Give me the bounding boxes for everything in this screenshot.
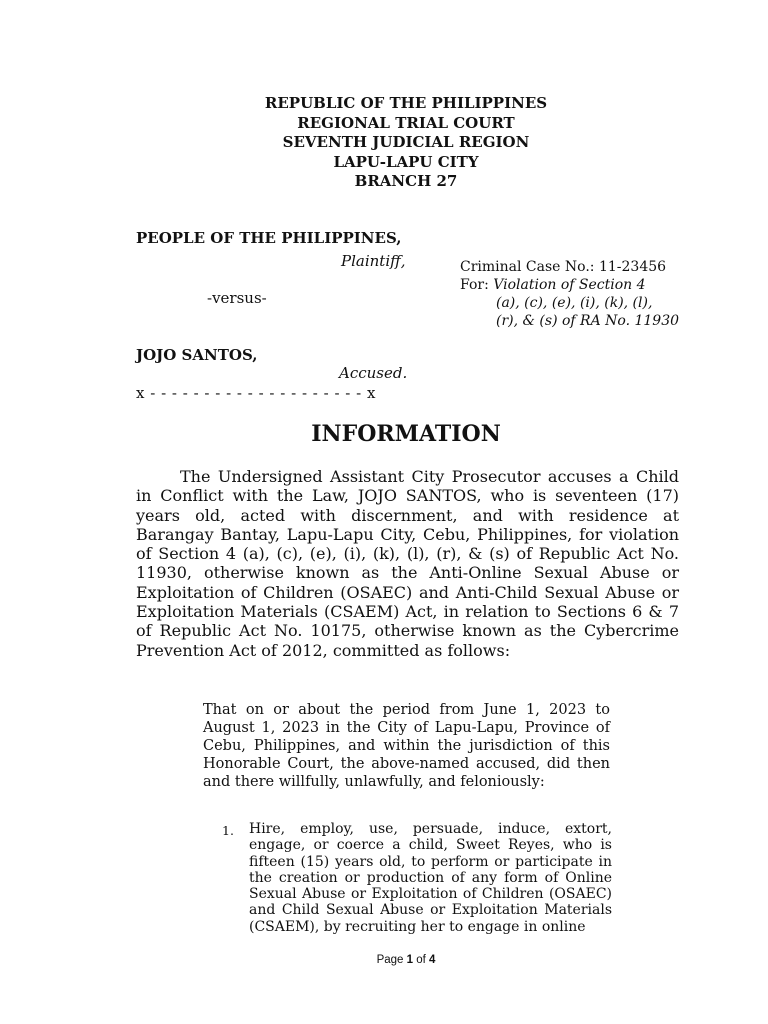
- court-header: [0, 94, 768, 192]
- accused-role: Accused.: [339, 364, 408, 382]
- header-city: LAPU-LAPU CITY: [333, 152, 479, 171]
- case-charge: [460, 276, 679, 294]
- document-title: INFORMATION: [311, 421, 501, 447]
- header-branch: BRANCH 27: [354, 172, 458, 191]
- violation-line-1: Violation of Section 4: [493, 277, 646, 293]
- page-footer: [0, 954, 768, 966]
- plaintiff-name: PEOPLE OF THE PHILIPPINES,: [136, 229, 402, 247]
- for-label: For:: [460, 277, 489, 293]
- charge-paragraph: That on or about the period from June 1, 2023 to August 1, 2023 in the City of Lapu-Lapu, Province of Cebu, Philippines, and within the jurisdiction of this Honorable Court, the above-named accused, did then and there willfully, unlawfully, and feloniously:: [203, 702, 610, 790]
- accused-name: JOJO SANTOS,: [136, 346, 258, 364]
- of-word: of: [416, 954, 426, 966]
- header-region: SEVENTH JUDICIAL REGION: [282, 133, 530, 152]
- case-info: [460, 258, 679, 330]
- body-paragraph: The Undersigned Assistant City Prosecutor accuses a Child in Conflict with the Law, JOJO SANTOS, who is seventeen (17) years old, acted with discernment, and with residence at Barangay Bantay, Lapu-Lapu City, Cebu, Philippines, for violation of Section 4 (a), (c), (e), (i), (k), (l), (r), & (s) of Republic Act No. 11930, otherwise known as the Anti-Online Sexual Abuse or Exploitation of Children (OSAEC) and Anti-Child Sexual Abuse or Exploitation Materials (CSAEM) Act, in relation to Sections 6 & 7 of Republic Act No. 10175, otherwise known as the Cybercrime Prevention Act of 2012, committed as follows:: [136, 467, 679, 660]
- header-court: REGIONAL TRIAL COURT: [297, 113, 515, 132]
- list-item-number: 1.: [222, 823, 234, 838]
- case-number: Criminal Case No.: 11-23456: [460, 259, 667, 275]
- versus-text: -versus-: [207, 289, 267, 307]
- plaintiff-role: Plaintiff,: [341, 252, 406, 270]
- list-item: [222, 821, 612, 935]
- total-pages: 4: [429, 954, 436, 966]
- page-word: Page: [376, 954, 404, 966]
- header-republic: REPUBLIC OF THE PHILIPPINES: [264, 94, 548, 112]
- violation-line-2: (a), (c), (e), (i), (k), (l),: [496, 295, 653, 311]
- caption-separator: x - - - - - - - - - - - - - - - - - - - - x: [136, 384, 376, 402]
- list-item-text: Hire, employ, use, persuade, induce, extort, engage, or coerce a child, Sweet Reyes, who is fifteen (15) years old, to perform or participate in the creation or production of any form of Online Sexual Abuse or Exploitation of Children (OSAEC) and Child Sexual Abuse or Exploitation Materials (CSAEM), by recruiting her to engage in online: [249, 821, 612, 935]
- current-page: 1: [406, 954, 414, 966]
- violation-line-3: (r), & (s) of RA No. 11930: [496, 313, 680, 329]
